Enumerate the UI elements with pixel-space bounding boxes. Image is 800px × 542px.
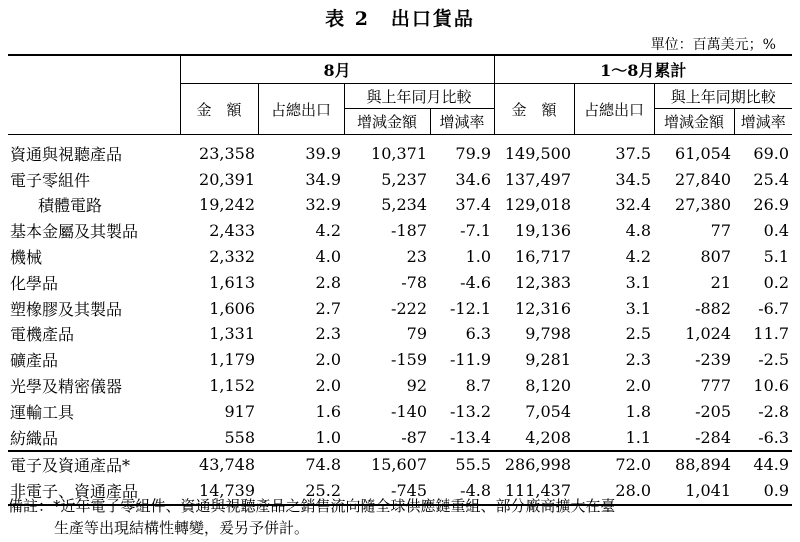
cell-cum-amount: 286,998 — [494, 451, 574, 478]
row-label: 電子及資通產品* — [8, 451, 180, 478]
cell-cum-amount: 9,281 — [525, 350, 572, 370]
row-label: 光學及精密儀器 — [10, 377, 123, 397]
cell-rate: -13.2 — [449, 401, 492, 421]
cell-rate: 34.6 — [455, 169, 492, 189]
table-row — [8, 244, 792, 270]
header-share-cum: 占總出口 — [574, 84, 654, 135]
table-row — [8, 398, 792, 424]
row-label: 積體電路 — [38, 196, 103, 216]
summary-row — [8, 451, 792, 478]
cell-cum-rate: 10.6 — [753, 376, 790, 396]
cell-cum-rate: -2.5 — [758, 350, 790, 370]
header-cum: 1～8月累計 — [494, 55, 792, 84]
cell-cum-amount: 149,500 — [504, 143, 572, 163]
cell-share: 32.9 — [305, 195, 341, 215]
cell-share: 2.3 — [315, 324, 341, 344]
cell-share: 2.7 — [315, 298, 341, 318]
table-row — [8, 192, 792, 218]
cell-amount: 1,331 — [209, 324, 255, 344]
footnote-line-1: 備註：*近年電子零組件、資通與視聽產品之銷售流向隨全球供應鏈重組、部分廠商擴大在臺 — [8, 497, 616, 515]
cell-amount: 558 — [224, 427, 255, 447]
cell-cum-rate: 11.7 — [753, 324, 790, 344]
cell-cum-change: 77 — [710, 221, 732, 241]
cell-cum-share: 2.5 — [625, 324, 652, 344]
cell-share: 1.0 — [315, 427, 341, 447]
cell-cum-change: 1,024 — [685, 324, 732, 344]
cell-cum-change: -239 — [695, 350, 732, 370]
export-goods-table — [8, 54, 792, 506]
cell-cum-amount: 16,717 — [515, 247, 572, 267]
cell-cum-rate: 69.0 — [753, 143, 790, 163]
header-change-amount-aug: 增減金額 — [344, 109, 430, 135]
cell-cum-change: 88,894 — [654, 451, 734, 478]
cell-cum-rate: 26.9 — [753, 195, 790, 215]
cell-cum-rate: -6.3 — [758, 427, 790, 447]
row-label: 基本金屬及其製品 — [10, 222, 139, 242]
cell-rate: -4.8 — [430, 478, 494, 505]
cell-cum-amount: 7,054 — [525, 401, 572, 421]
table-row — [8, 141, 792, 167]
cell-cum-amount: 8,120 — [525, 376, 572, 396]
cell-share: 4.2 — [315, 221, 341, 241]
header-amount-aug: 金 額 — [180, 84, 258, 135]
cell-cum-rate: 0.9 — [734, 478, 792, 505]
cell-change: 5,234 — [381, 195, 427, 215]
cell-amount: 1,152 — [209, 376, 255, 396]
cell-change: -87 — [401, 427, 427, 447]
cell-cum-amount: 4,208 — [525, 427, 572, 447]
cell-cum-change: -882 — [695, 298, 732, 318]
cell-rate: -13.4 — [449, 427, 492, 447]
row-label: 電子零組件 — [10, 170, 91, 190]
cell-share: 74.8 — [258, 451, 344, 478]
cell-share: 34.9 — [305, 169, 341, 189]
header-yoy-period: 與上年同期比較 — [654, 84, 792, 109]
table-title: 表 2 出口貨品 — [325, 8, 475, 30]
header-share-aug: 占總出口 — [258, 84, 344, 135]
cell-amount: 19,242 — [199, 195, 255, 215]
footnote — [8, 495, 792, 539]
cell-rate: -4.6 — [460, 272, 492, 292]
cell-cum-share: 32.4 — [615, 195, 652, 215]
cell-amount: 14,739 — [180, 478, 258, 505]
cell-cum-share: 4.8 — [625, 221, 652, 241]
cell-change: 23 — [406, 247, 427, 267]
table-row — [8, 373, 792, 399]
cell-cum-share: 2.0 — [625, 376, 652, 396]
cell-cum-rate: -2.8 — [758, 401, 790, 421]
table-row — [8, 347, 792, 373]
header-amount-cum: 金 額 — [494, 84, 574, 135]
cell-cum-amount: 129,018 — [504, 195, 572, 215]
cell-cum-change: 21 — [710, 272, 732, 292]
cell-cum-amount: 19,136 — [515, 221, 572, 241]
unit-label: 單位：百萬美元；% — [650, 37, 776, 53]
cell-cum-share: 2.3 — [625, 350, 652, 370]
cell-cum-amount: 137,497 — [504, 169, 572, 189]
cell-change: -140 — [391, 401, 427, 421]
cell-rate: -7.1 — [460, 221, 492, 241]
cell-cum-share: 3.1 — [625, 298, 652, 318]
cell-change: -78 — [401, 272, 427, 292]
cell-cum-rate: -6.7 — [758, 298, 790, 318]
cell-cum-change: 27,380 — [675, 195, 732, 215]
cell-rate: 8.7 — [465, 376, 492, 396]
cell-rate: 37.4 — [455, 195, 492, 215]
cell-change: 5,237 — [381, 169, 427, 189]
header-change-rate-aug: 增減率 — [430, 109, 494, 135]
cell-cum-change: 807 — [700, 247, 732, 267]
cell-share: 39.9 — [305, 143, 341, 163]
cell-cum-rate: 44.9 — [734, 451, 792, 478]
cell-change: -222 — [391, 298, 427, 318]
table-row — [8, 295, 792, 321]
cell-share: 2.8 — [315, 272, 341, 292]
cell-change: -187 — [391, 221, 427, 241]
cell-amount: 1,179 — [209, 350, 255, 370]
cell-cum-share: 34.5 — [615, 169, 652, 189]
cell-cum-change: 61,054 — [675, 143, 732, 163]
header-change-rate-cum: 增減率 — [734, 109, 792, 135]
row-label: 紡織品 — [10, 428, 59, 448]
cell-cum-amount: 12,316 — [515, 298, 572, 318]
cell-cum-share: 72.0 — [574, 451, 654, 478]
row-label: 非電子、資通產品 — [8, 478, 180, 505]
cell-cum-change: -284 — [695, 427, 732, 447]
header-row-groups — [8, 55, 792, 84]
cell-amount: 1,606 — [209, 298, 255, 318]
cell-cum-rate: 0.4 — [763, 221, 790, 241]
row-label: 塑橡膠及其製品 — [10, 299, 123, 319]
row-label: 電機產品 — [10, 325, 75, 345]
header-aug: 8月 — [180, 55, 494, 84]
cell-cum-share: 4.2 — [625, 247, 652, 267]
cell-amount: 917 — [224, 401, 255, 421]
row-label: 運輸工具 — [10, 402, 75, 422]
cell-share: 4.0 — [315, 247, 341, 267]
cell-rate: 1.0 — [465, 247, 492, 267]
cell-cum-share: 3.1 — [625, 272, 652, 292]
header-blank — [8, 55, 180, 135]
cell-cum-rate: 5.1 — [763, 247, 790, 267]
footnote-line-2: 生產等出現結構性轉變，爰另予併計。 — [54, 519, 310, 537]
cell-cum-share: 37.5 — [615, 143, 652, 163]
cell-cum-change: 27,840 — [675, 169, 732, 189]
cell-share: 2.0 — [315, 350, 341, 370]
cell-cum-share: 1.8 — [625, 401, 652, 421]
row-label: 化學品 — [10, 273, 59, 293]
cell-rate: -12.1 — [449, 298, 492, 318]
cell-cum-change: -205 — [695, 401, 732, 421]
row-label: 機械 — [10, 248, 43, 268]
row-label: 礦產品 — [10, 351, 59, 371]
table-row — [8, 166, 792, 192]
cell-share: 1.6 — [315, 401, 341, 421]
cell-change: -159 — [391, 350, 427, 370]
cell-amount: 1,613 — [209, 272, 255, 292]
header-yoy-month: 與上年同月比較 — [344, 84, 494, 109]
table-row — [8, 321, 792, 347]
table-row — [8, 424, 792, 451]
cell-cum-amount: 9,798 — [525, 324, 572, 344]
cell-rate: 6.3 — [465, 324, 492, 344]
cell-cum-rate: 25.4 — [753, 169, 790, 189]
cell-change: 10,371 — [371, 143, 427, 163]
cell-cum-share: 28.0 — [574, 478, 654, 505]
cell-rate: 55.5 — [430, 451, 494, 478]
cell-rate: 79.9 — [455, 143, 492, 163]
cell-change: 15,607 — [344, 451, 430, 478]
cell-change: -745 — [344, 478, 430, 505]
cell-cum-share: 1.1 — [625, 427, 652, 447]
cell-amount: 20,391 — [199, 169, 255, 189]
cell-cum-amount: 12,383 — [515, 272, 572, 292]
cell-amount: 2,433 — [209, 221, 255, 241]
cell-share: 2.0 — [315, 376, 341, 396]
cell-cum-rate: 0.2 — [763, 272, 790, 292]
cell-change: 92 — [406, 376, 427, 396]
cell-rate: -11.9 — [449, 350, 492, 370]
table-row — [8, 269, 792, 295]
cell-share: 25.2 — [258, 478, 344, 505]
table-row — [8, 218, 792, 244]
cell-cum-change: 777 — [700, 376, 732, 396]
cell-amount: 23,358 — [199, 143, 255, 163]
header-change-amount-cum: 增減金額 — [654, 109, 734, 135]
row-label: 資通與視聽產品 — [10, 144, 123, 164]
cell-amount: 2,332 — [209, 247, 255, 267]
cell-cum-change: 1,041 — [654, 478, 734, 505]
cell-change: 79 — [406, 324, 427, 344]
cell-cum-amount: 111,437 — [494, 478, 574, 505]
cell-amount: 43,748 — [180, 451, 258, 478]
